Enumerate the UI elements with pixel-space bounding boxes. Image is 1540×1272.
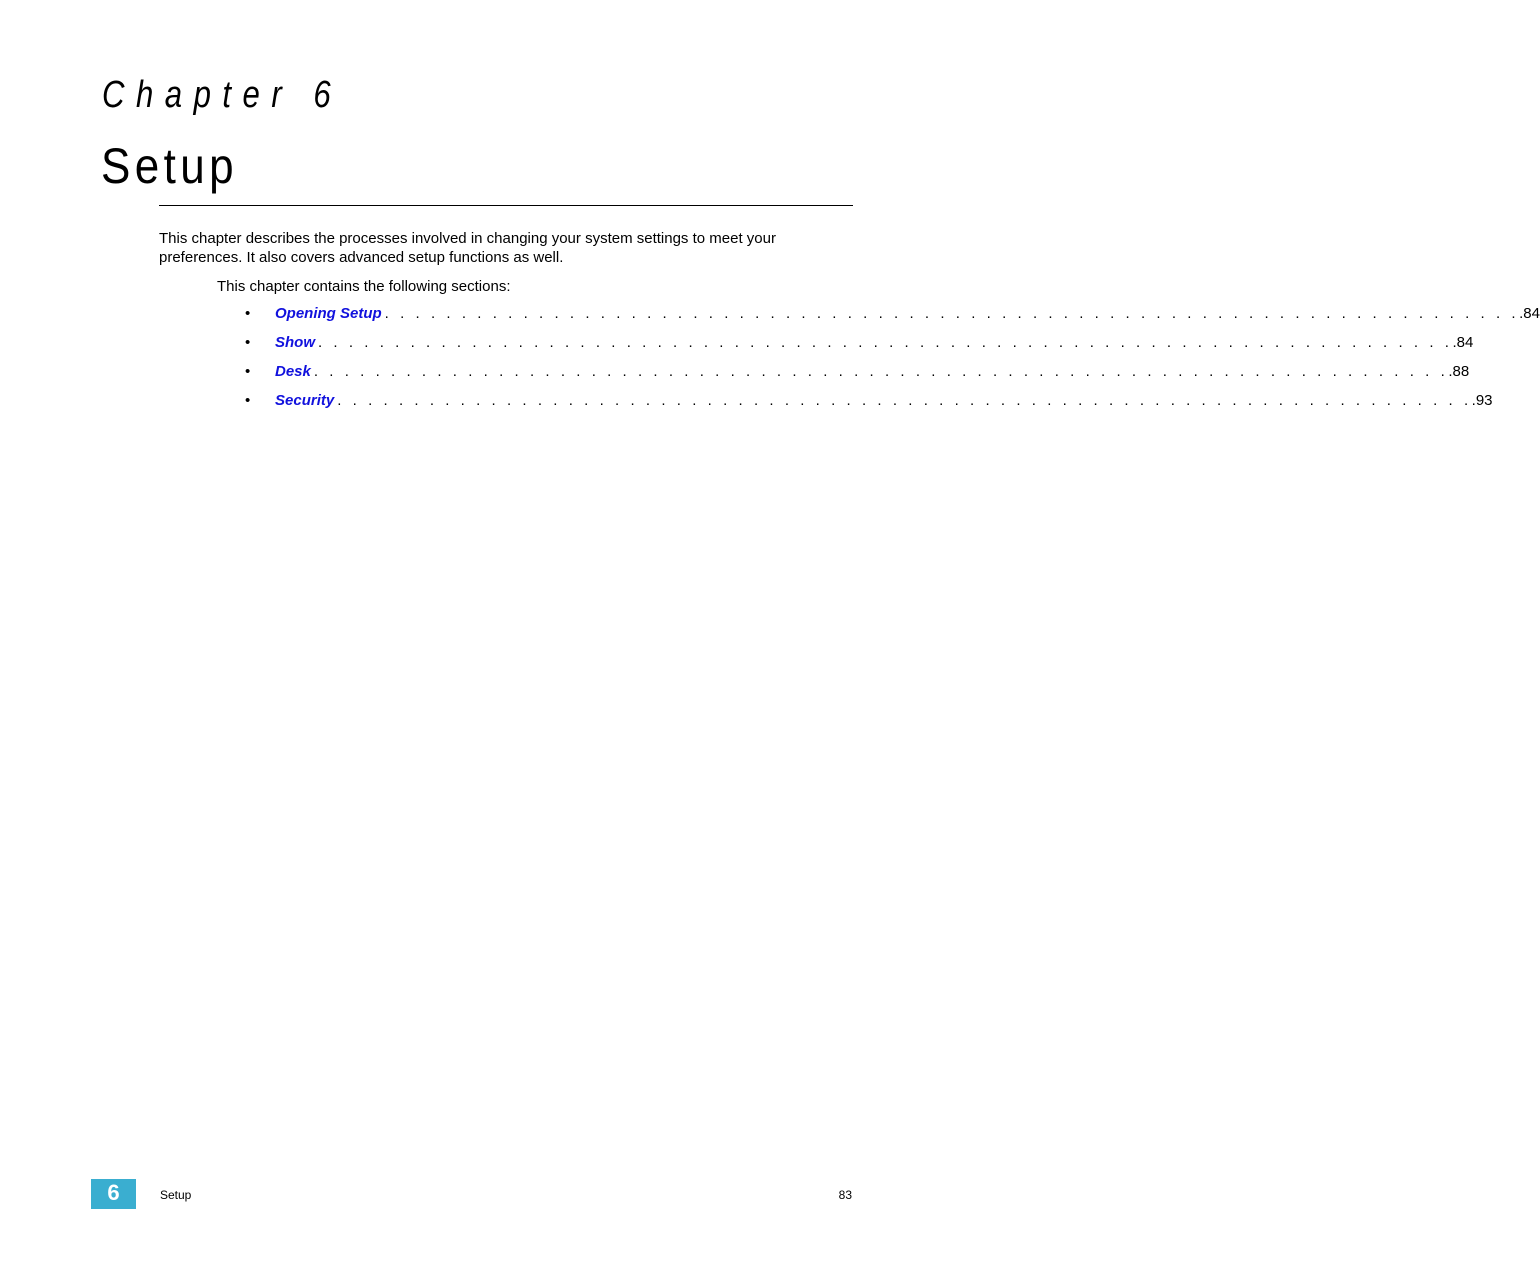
toc-entry [275,362,1470,381]
toc-leader: . . . . . . . . . . . . . . . . . . . . . . . . . . . . . . . . . . . . . . . . . . . . . . . . . . . . . . . . . . . . . . . . . . . . . . . . . . [318,334,1453,351]
toc-item-show [245,333,1474,362]
toc-entry [275,333,1474,352]
section-list [245,304,1540,420]
toc-link-opening-setup[interactable]: Opening Setup [275,305,382,322]
toc-page-number: .93 [1471,392,1493,409]
toc-item-desk [245,362,1470,391]
chapter-title: Setup [101,138,238,194]
toc-item-security [245,391,1493,420]
toc-leader: . . . . . . . . . . . . . . . . . . . . . . . . . . . . . . . . . . . . . . . . . . . . . . . . . . . . . . . . . . . . . . . . . . . . . . . . . . [384,305,1520,322]
footer-page-number: 83 [838,1188,852,1202]
title-divider [159,205,853,206]
toc-link-show[interactable]: Show [275,334,315,351]
toc-link-desk[interactable]: Desk [275,363,311,380]
toc-link-security[interactable]: Security [275,392,335,409]
bullet: • [245,363,251,380]
toc-page-number: .84 [1452,334,1474,351]
toc-leader: . . . . . . . . . . . . . . . . . . . . . . . . . . . . . . . . . . . . . . . . . . . . . . . . . . . . . . . . . . . . . . . . . . . . . . . . . . [313,363,1449,380]
intro-paragraph: This chapter describes the processes involved in changing your system settings to meet your preferences. It also covers advanced setup functions as well. [159,230,776,266]
toc-entry [275,391,1493,410]
toc-leader: . . . . . . . . . . . . . . . . . . . . . . . . . . . . . . . . . . . . . . . . . . . . . . . . . . . . . . . . . . . . . . . . . . . . . . . . . . [337,392,1472,409]
bullet: • [245,392,251,409]
chapter-tab: 6 [91,1179,136,1209]
bullet: • [245,305,251,322]
chapter-label: Chapter 6 [102,74,343,116]
bullet: • [245,334,251,351]
footer-section-title: Setup [160,1188,192,1202]
toc-page-number: .88 [1448,363,1470,380]
toc-item-opening-setup [245,304,1540,333]
toc-entry [275,304,1540,323]
sections-intro: This chapter contains the following sections: [217,278,511,295]
toc-page-number: .84 [1519,305,1540,322]
